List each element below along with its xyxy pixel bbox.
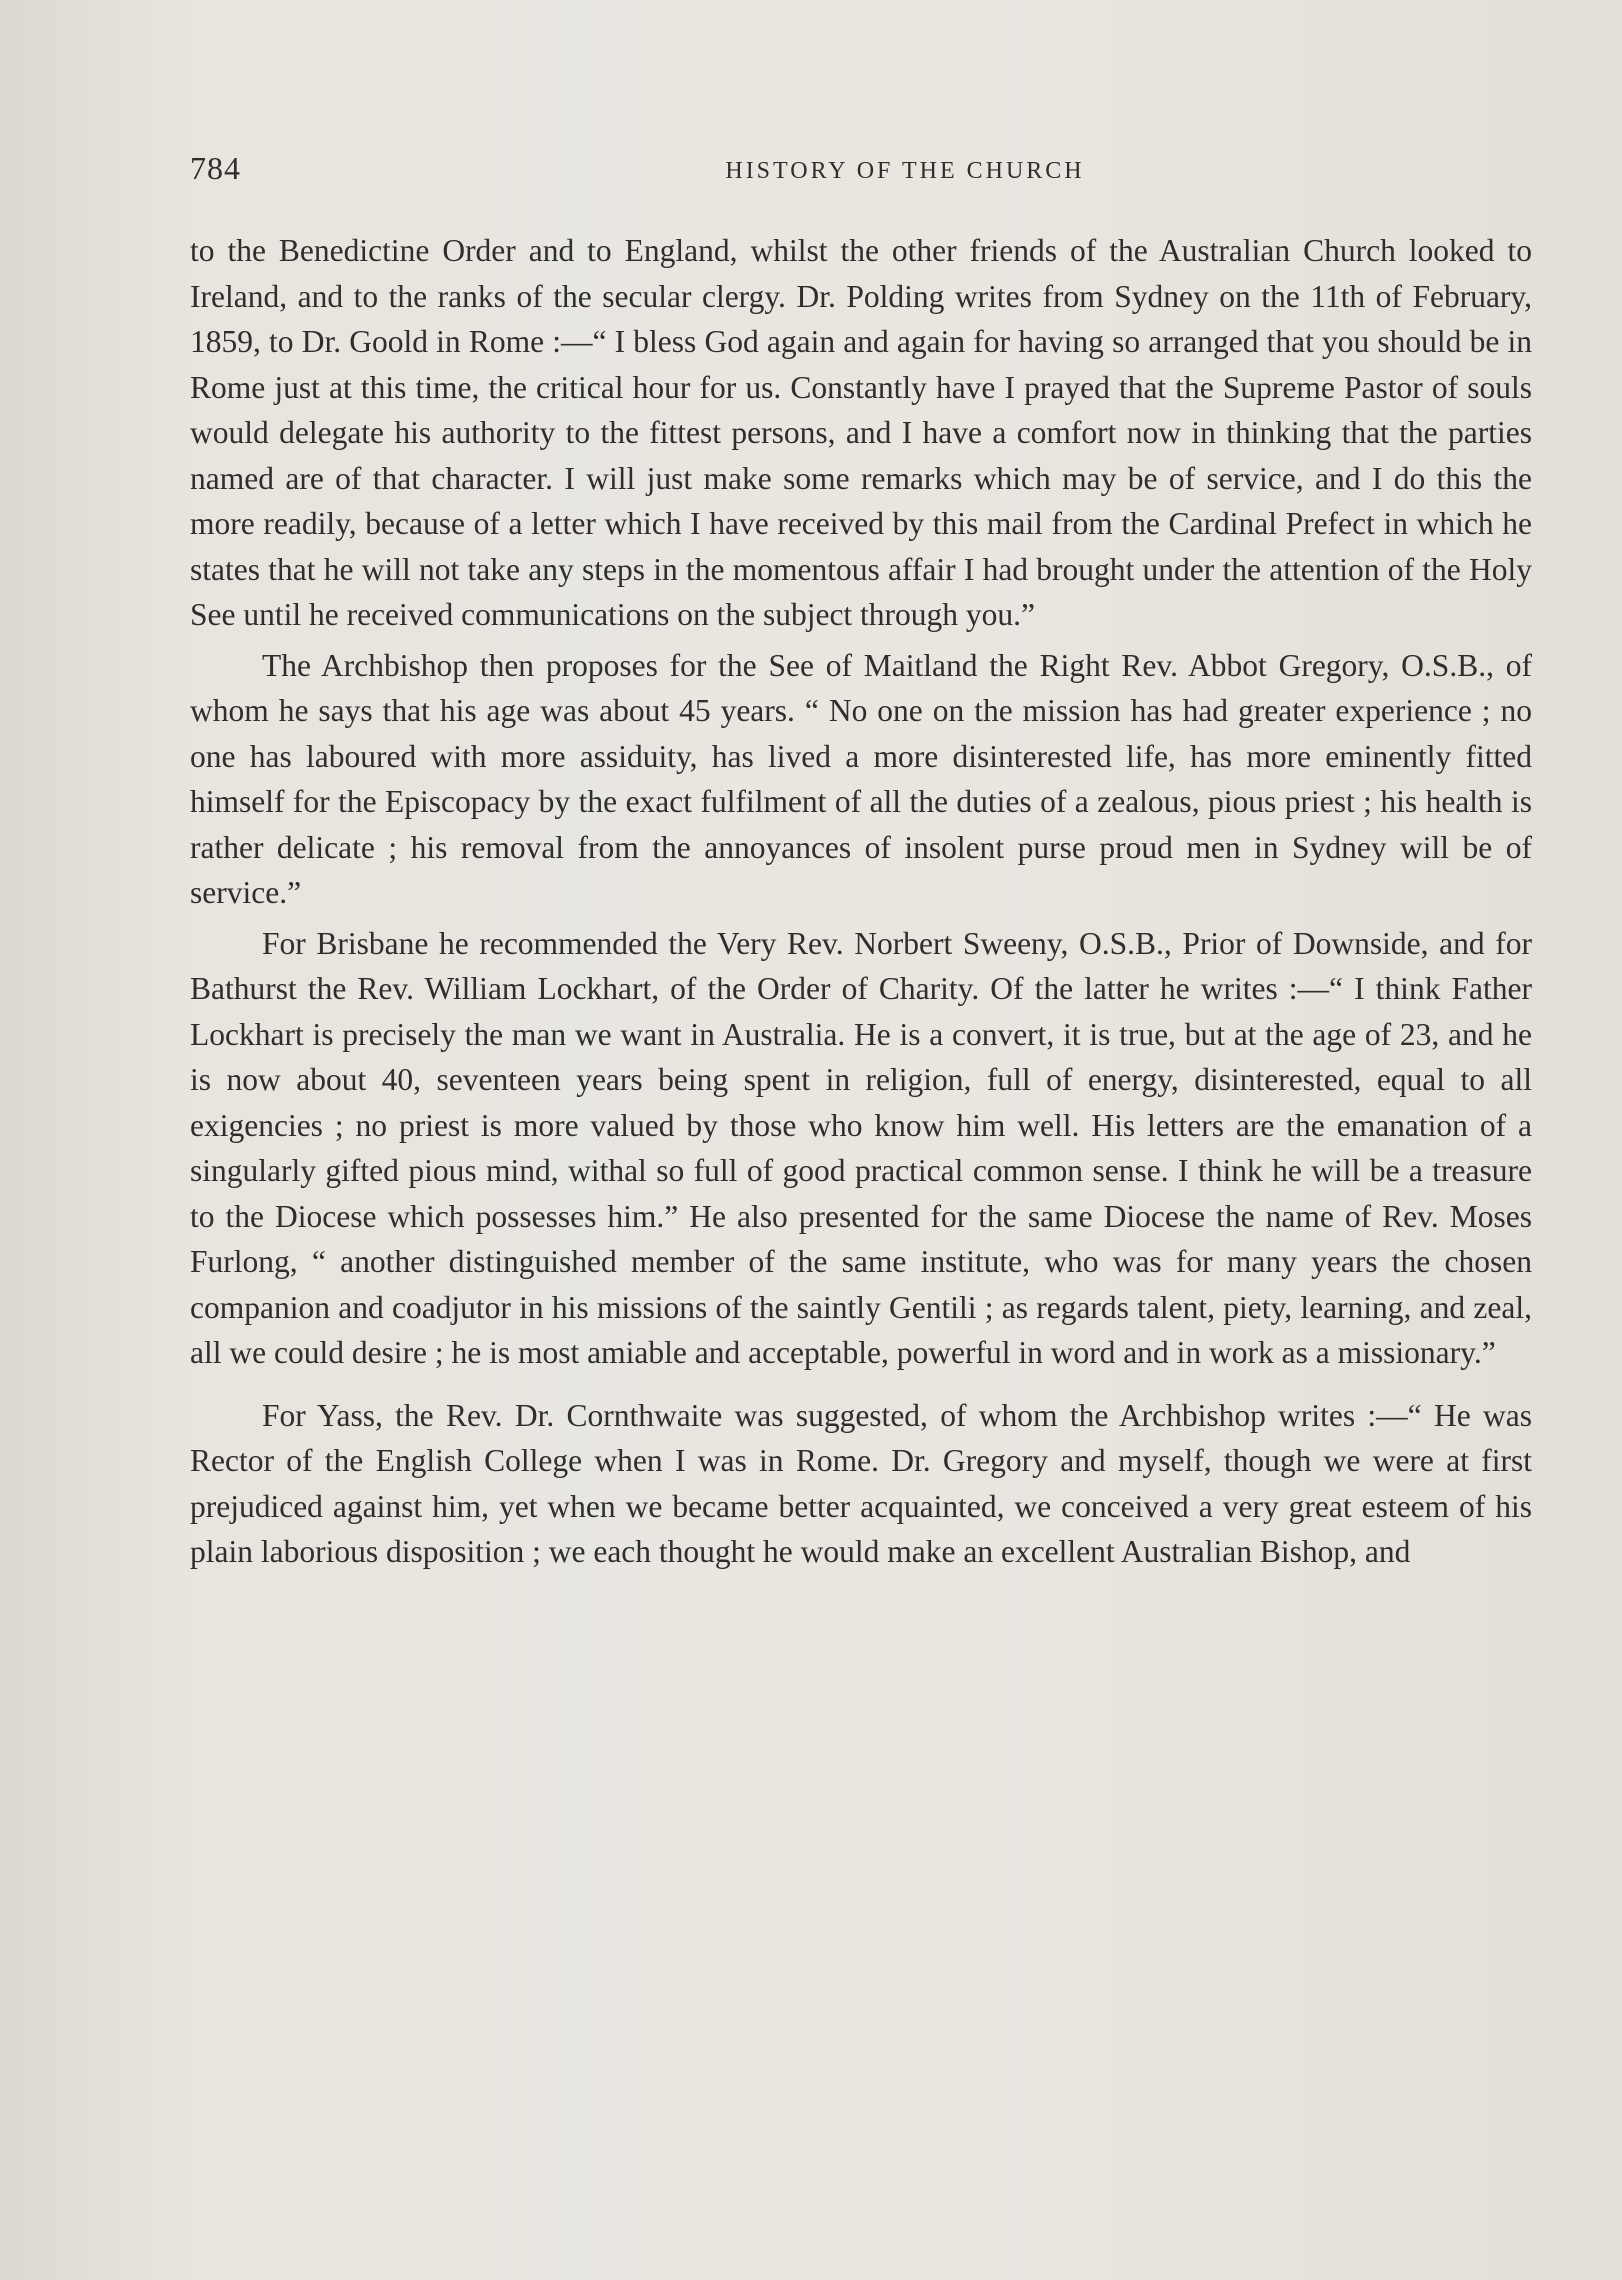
paragraph-2: The Archbishop then proposes for the See of Maitland the Right Rev. Abbot Gregory, O.S.B., of whom he says that his age was about 45 years. “ No one on the mission has had greater experience ; no one has laboured with more assiduity, has lived a more disinterested life, has more eminently fitted himself for the Episcopacy by the exact fulfilment of all the duties of a zealous, pious priest ; his health is rather delicate ; his removal from the annoyances of insolent purse proud men in Sydney will be of service.” xyxy=(190,647,1532,910)
page-header xyxy=(190,150,1530,200)
running-title: HISTORY OF THE CHURCH xyxy=(725,158,1085,184)
body-text xyxy=(190,228,1532,1575)
page-number: 784 xyxy=(190,150,241,186)
paragraph-3: For Brisbane he recommended the Very Rev. Norbert Sweeny, O.S.B., Prior of Downside, and for Bathurst the Rev. William Lockhart, of the Order of Charity. Of the latter he writes :—“ I think Father Lockhart is precisely the man we want in Australia. He is a convert, it is true, but at the age of 23, and he is now about 40, seventeen years being spent in religion, full of energy, disinterested, equal to all exigencies ; no priest is more valued by those who know him well. His letters are the emanation of a singularly gifted pious mind, withal so full of good practical common sense. I think he will be a treasure to the Diocese which possesses him.” He also presented for the same Diocese the name of Rev. Moses Furlong, “ another distinguished member of the same institute, who was for many years the chosen companion and coadjutor in his missions of the saintly Gentili ; as regards talent, piety, learning, and zeal, all we could desire ; he is most amiable and acceptable, powerful in word and in work as a missionary.” xyxy=(190,925,1532,1370)
paragraph-1: to the Benedictine Order and to England, whilst the other friends of the Australian Church looked to Ireland, and to the ranks of the secular clergy. Dr. Polding writes from Sydney on the 11th of February, 1859, to Dr. Goold in Rome :—“ I bless God again and again for having so arranged that you should be in Rome just at this time, the critical hour for us. Constantly have I prayed that the Supreme Pastor of souls would delegate his authority to the fittest persons, and I have a comfort now in thinking that the parties named are of that character. I will just make some remarks which may be of service, and I do this the more readily, because of a letter which I have received by this mail from the Cardinal Prefect in which he states that he will not take any steps in the momentous affair I had brought under the attention of the Holy See until he received communications on the subject through you.” xyxy=(190,233,1532,632)
paragraph-4: For Yass, the Rev. Dr. Cornthwaite was suggested, of whom the Archbishop writes :—“ He was Rector of the English College when I was in Rome. Dr. Gregory and myself, though we were at first prejudiced against him, yet when we became better acquainted, we conceived a very great esteem of his plain laborious disposition ; we each thought he would make an excellent Australian Bishop, and xyxy=(190,1397,1532,1569)
